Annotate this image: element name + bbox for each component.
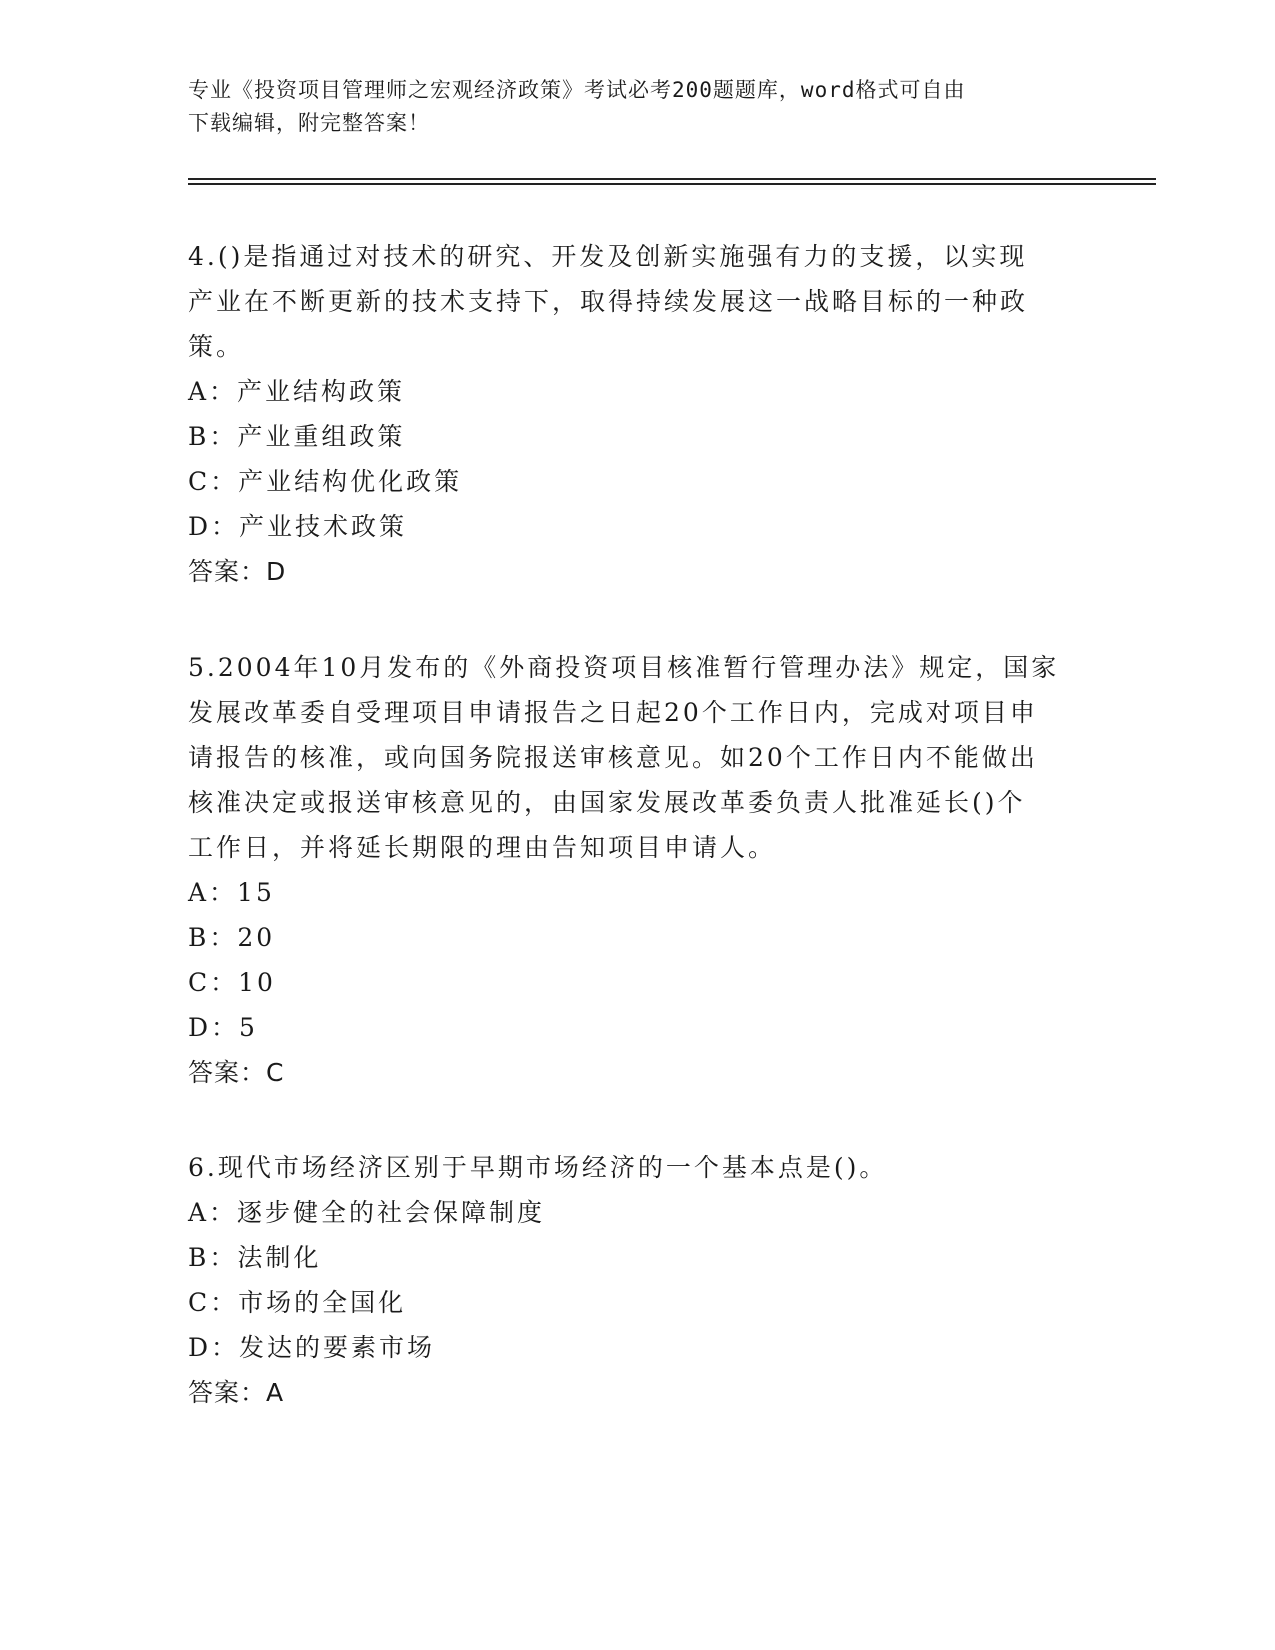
document-header xyxy=(188,74,1068,140)
question-4 xyxy=(188,234,1088,594)
header-line-1: 专业《投资项目管理师之宏观经济政策》考试必考200题题库，word格式可自由 xyxy=(188,78,966,102)
question-stem-line: 产业在不断更新的技术支持下，取得持续发展这一战略目标的一种政 xyxy=(188,287,1029,316)
question-stem-line: 策。 xyxy=(188,332,245,361)
option-a: A：15 xyxy=(188,878,275,907)
question-5 xyxy=(188,645,1088,1095)
answer-line: 答案：D xyxy=(188,557,287,586)
option-a: A：逐步健全的社会保障制度 xyxy=(188,1198,546,1227)
header-line-2: 下载编辑，附完整答案！ xyxy=(188,111,430,135)
option-b: B：产业重组政策 xyxy=(188,422,406,451)
option-a: A：产业结构政策 xyxy=(188,377,406,406)
question-stem-line: 5.2004年10月发布的《外商投资项目核准暂行管理办法》规定，国家 xyxy=(188,653,1060,682)
option-d: D：发达的要素市场 xyxy=(188,1333,436,1362)
question-6 xyxy=(188,1145,1088,1415)
option-b: B：法制化 xyxy=(188,1243,322,1272)
question-stem-line: 请报告的核准，或向国务院报送审核意见。如20个工作日内不能做出 xyxy=(188,743,1038,772)
question-stem-line: 核准决定或报送审核意见的，由国家发展改革委负责人批准延长()个 xyxy=(188,788,1026,817)
option-d: D：5 xyxy=(188,1013,258,1042)
question-stem-line: 6.现代市场经济区别于早期市场经济的一个基本点是()。 xyxy=(188,1153,888,1182)
option-c: C：10 xyxy=(188,968,276,997)
answer-line: 答案：C xyxy=(188,1058,285,1087)
option-c: C：产业结构优化政策 xyxy=(188,467,463,496)
answer-line: 答案：A xyxy=(188,1378,285,1407)
option-b: B：20 xyxy=(188,923,276,952)
header-divider xyxy=(188,178,1156,185)
question-stem-line: 工作日，并将延长期限的理由告知项目申请人。 xyxy=(188,833,777,862)
question-stem-line: 发展改革委自受理项目申请报告之日起20个工作日内，完成对项目申 xyxy=(188,698,1038,727)
option-c: C：市场的全国化 xyxy=(188,1288,407,1317)
question-stem-line: 4.()是指通过对技术的研究、开发及创新实施强有力的支援，以实现 xyxy=(188,242,1028,271)
option-d: D：产业技术政策 xyxy=(188,512,408,541)
